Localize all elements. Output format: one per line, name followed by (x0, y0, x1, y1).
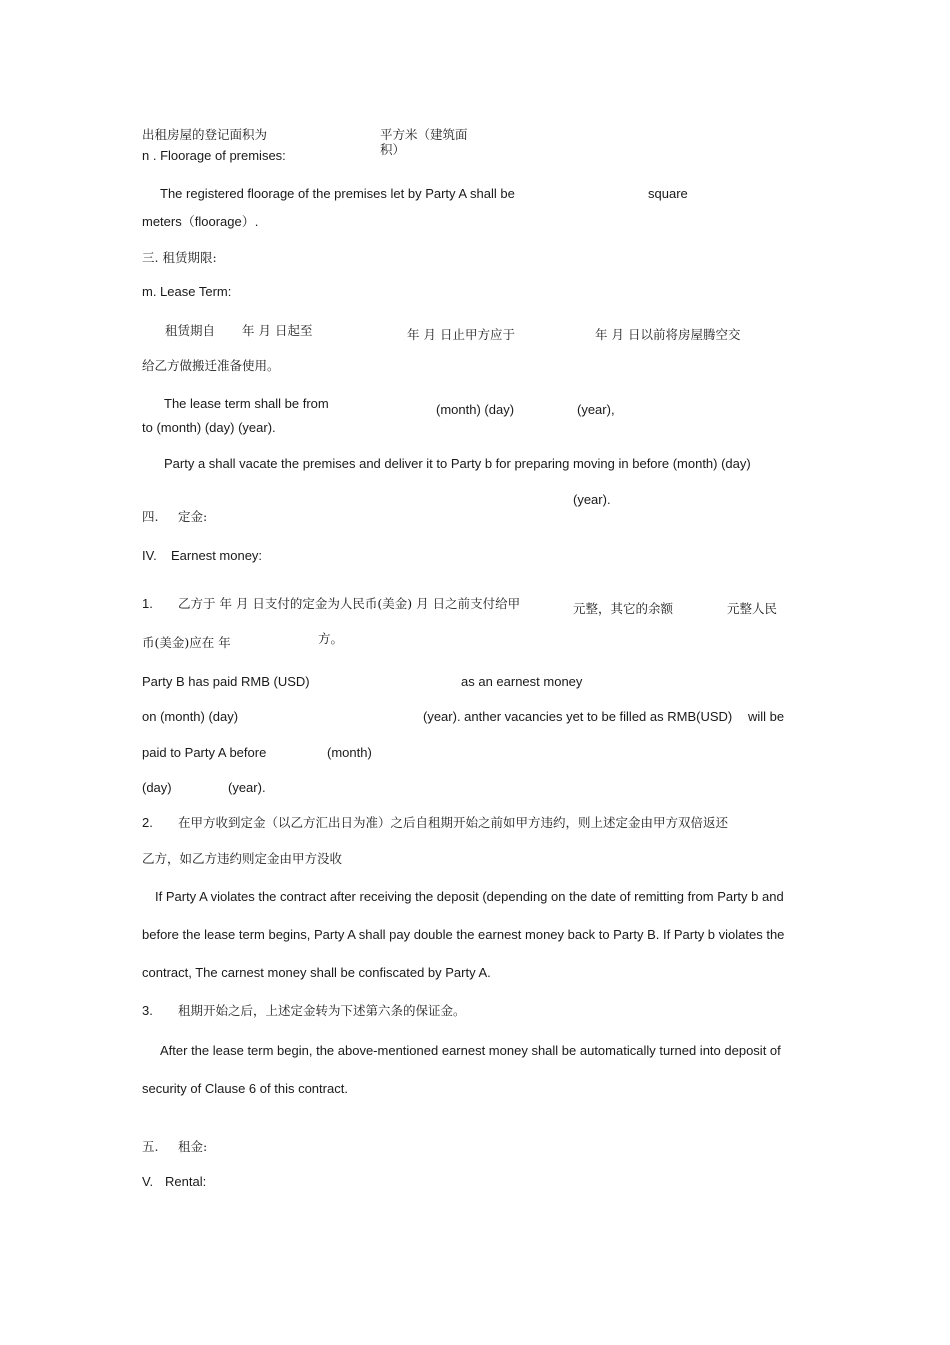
item1-en-part: (year). (228, 780, 266, 795)
item1-en-part: (day) (142, 780, 172, 795)
item-number: 2. (142, 815, 153, 830)
lease-term-en-heading: m. Lease Term: (142, 284, 232, 299)
lease-term-en-part: (year), (577, 402, 615, 417)
lease-term-en-part: (month) (day) (436, 402, 515, 417)
item1-en-part: Party B has paid RMB (USD) (142, 674, 310, 689)
item1-en-part: paid to Party A before (142, 745, 267, 760)
item3-zh-line: 租期开始之后，上述定金转为下述第六条的保证金。 (178, 1003, 466, 1018)
lease-term-zh-heading: 三. 租赁期限: (142, 250, 217, 265)
lease-term-zh-part: 年 月 日以前将房屋腾空交 (595, 327, 741, 342)
item2-zh-line: 在甲方收到定金（以乙方汇出日为准）之后自租期开始之前如甲方违约，则上述定金由甲方双倍返还 (178, 815, 729, 830)
item-number: 3. (142, 1003, 153, 1018)
item1-zh-part: 元整，其它的余额 (573, 601, 674, 616)
item1-en-part: as an earnest money (461, 674, 583, 689)
item2-en-line: contract, The carnest money shall be confiscated by Party A. (142, 965, 491, 980)
vacate-clause-year: (year). (573, 492, 611, 507)
lease-term-zh-part: 租赁期自 (165, 323, 216, 338)
rental-zh-heading: 租金: (178, 1139, 208, 1154)
lease-term-zh-part: 给乙方做搬迁准备使用。 (142, 358, 280, 373)
item1-zh-part: 元整人民 (727, 601, 778, 616)
item1-en-part: (month) (327, 745, 372, 760)
item3-en-line: After the lease term begin, the above-mentioned earnest money shall be automatically turned into deposit of (160, 1043, 781, 1058)
item1-zh-part: 币(美金)应在 年 (142, 635, 231, 650)
lease-term-en-part: to (month) (day) (year). (142, 420, 276, 435)
item1-zh-part: 方。 (318, 631, 344, 646)
item1-en-part: on (month) (day) (142, 709, 239, 724)
earnest-en-heading: Earnest money: (171, 548, 263, 563)
floorage-en-line: The registered floorage of the premises let by Party A shall be (160, 186, 515, 201)
floorage-en-unit: square (648, 186, 688, 201)
item1-zh-part: 乙方于 年 月 日支付的定金为人民币(美金) 月 日之前支付给甲 (178, 596, 521, 611)
item2-zh-line: 乙方，如乙方违约则定金由甲方没收 (142, 851, 343, 866)
floorage-en-line2: meters（floorage）. (142, 214, 259, 229)
item2-en-line: before the lease term begins, Party A shall pay double the earnest money back to Party B. If Party b violates the (142, 927, 785, 942)
lease-term-zh-part: 年 月 日起至 (242, 323, 313, 338)
earnest-en-num: IV. (142, 548, 157, 563)
lease-term-en-part: The lease term shall be from (164, 396, 329, 411)
rental-en-heading: Rental: (165, 1174, 207, 1189)
rental-zh-num: 五. (142, 1139, 159, 1154)
item2-en-line: If Party A violates the contract after receiving the deposit (depending on the date of remitting from Party b and (155, 889, 784, 904)
earnest-zh-heading: 定金: (178, 509, 208, 524)
item3-en-line: security of Clause 6 of this contract. (142, 1081, 348, 1096)
item1-en-part: (year). anther vacancies yet to be filled as RMB(USD) (423, 709, 733, 724)
rental-en-num: V. (142, 1174, 154, 1189)
lease-term-zh-part: 年 月 日止甲方应于 (407, 327, 515, 342)
item-number: 1. (142, 596, 153, 611)
earnest-zh-num: 四. (142, 509, 159, 524)
floorage-zh-label: 出租房屋的登记面积为 (142, 127, 268, 142)
vacate-clause: Party a shall vacate the premises and deliver it to Party b for preparing moving in before (month) (day) (164, 456, 751, 471)
floorage-zh-unit: 平方米（建筑面积） (380, 127, 468, 157)
floorage-en-heading: n . Floorage of premises: (142, 148, 286, 163)
item1-en-part: will be (748, 709, 785, 724)
